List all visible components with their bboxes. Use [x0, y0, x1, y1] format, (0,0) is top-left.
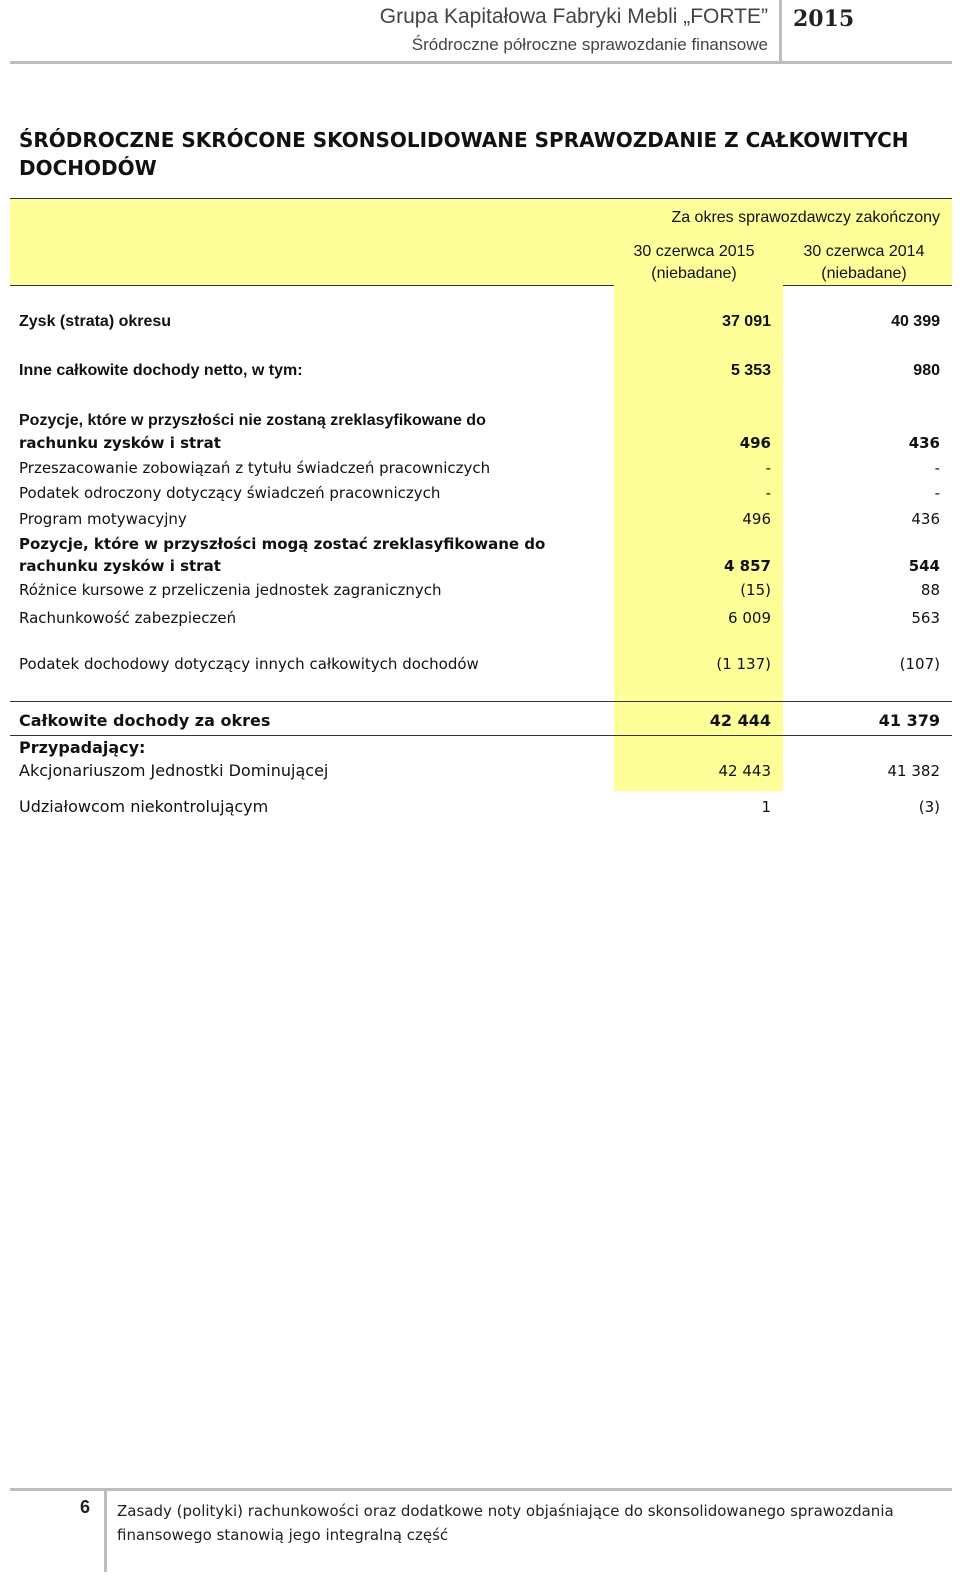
column-header-2014	[784, 241, 944, 285]
value-2014: 40 399	[891, 313, 940, 330]
column-header-2015	[614, 241, 774, 285]
value-2015: -	[765, 484, 771, 502]
statement-title: ŚRÓDROCZNE SKRÓCONE SKONSOLIDOWANE SPRAWOZDANIE Z CAŁKOWITYCH DOCHODÓW	[19, 128, 909, 180]
row-label: Różnice kursowe z przeliczenia jednostek zagranicznych	[19, 581, 442, 599]
value-2015: 1	[761, 798, 771, 816]
footer-rule	[10, 1488, 952, 1491]
value-2015: 4 857	[724, 557, 771, 575]
row-label: Zysk (strata) okresu	[19, 313, 172, 330]
column-note: (niebadane)	[651, 265, 737, 282]
row-label: Podatek odroczony dotyczący świadczeń pracowniczych	[19, 484, 441, 502]
value-2014: 563	[911, 609, 940, 627]
value-2014: 436	[908, 434, 940, 452]
value-2014: -	[934, 484, 940, 502]
value-2014: 41 379	[878, 711, 940, 730]
row-label: Przeszacowanie zobowiązań z tytułu świadczeń pracowniczych	[19, 459, 491, 477]
value-2015: 6 009	[728, 609, 771, 627]
value-2014: 980	[913, 362, 940, 379]
row-label-cont: rachunku zysków i strat	[19, 434, 221, 452]
value-2015: 42 443	[718, 762, 771, 780]
value-2014: 88	[920, 581, 940, 599]
row-label: Inne całkowite dochody netto, w tym:	[19, 362, 303, 379]
period-title: Za okres sprawozdawczy zakończony	[671, 209, 940, 226]
total-rule-bottom	[10, 735, 952, 736]
value-2014: 436	[911, 510, 940, 528]
value-2015: (15)	[740, 581, 771, 599]
column-date: 30 czerwca 2014	[803, 243, 925, 260]
row-label: Udziałowcom niekontrolującym	[19, 797, 269, 816]
row-label: Podatek dochodowy dotyczący innych całkowitych dochodów	[19, 655, 479, 673]
page-number: 6	[80, 1497, 91, 1517]
value-2014: -	[934, 459, 940, 477]
value-2014: 41 382	[887, 762, 940, 780]
value-2014: (107)	[899, 655, 940, 673]
value-2015: 496	[739, 434, 771, 452]
value-2015: 37 091	[722, 313, 771, 330]
value-2015: -	[765, 459, 771, 477]
row-label: Rachunkowość zabezpieczeń	[19, 609, 237, 627]
footer-divider	[104, 1488, 107, 1572]
row-label: Przypadający:	[19, 738, 146, 757]
value-2015: 42 444	[709, 711, 771, 730]
value-2015: (1 137)	[716, 655, 771, 673]
footer-note: Zasady (polityki) rachunkowości oraz dodatkowe noty objaśniające do skonsolidowanego sprawozdania finansowego stanowią jego integralną część	[117, 1502, 894, 1544]
row-label: Całkowite dochody za okres	[19, 711, 271, 730]
row-label-cont: rachunku zysków i strat	[19, 557, 221, 575]
total-rule-top	[10, 701, 952, 702]
header-divider	[779, 0, 782, 64]
row-label: Program motywacyjny	[19, 510, 187, 528]
row-label: Pozycje, które w przyszłości nie zostaną zreklasyfikowane do	[19, 412, 486, 429]
value-2014: (3)	[918, 798, 940, 816]
report-subtitle: Śródroczne półroczne sprawozdanie finansowe	[411, 35, 768, 54]
company-name: Grupa Kapitałowa Fabryki Mebli „FORTE”	[379, 5, 768, 28]
column-date: 30 czerwca 2015	[633, 243, 755, 260]
header-rule	[10, 61, 952, 64]
row-label: Pozycje, które w przyszłości mogą zostać zreklasyfikowane do	[19, 535, 546, 553]
value-2015: 5 353	[730, 362, 771, 379]
value-2014: 544	[908, 557, 940, 575]
column-note: (niebadane)	[821, 265, 907, 282]
value-2015: 496	[742, 510, 771, 528]
report-year: 2015	[793, 6, 855, 32]
row-label: Akcjonariuszom Jednostki Dominującej	[19, 761, 329, 780]
